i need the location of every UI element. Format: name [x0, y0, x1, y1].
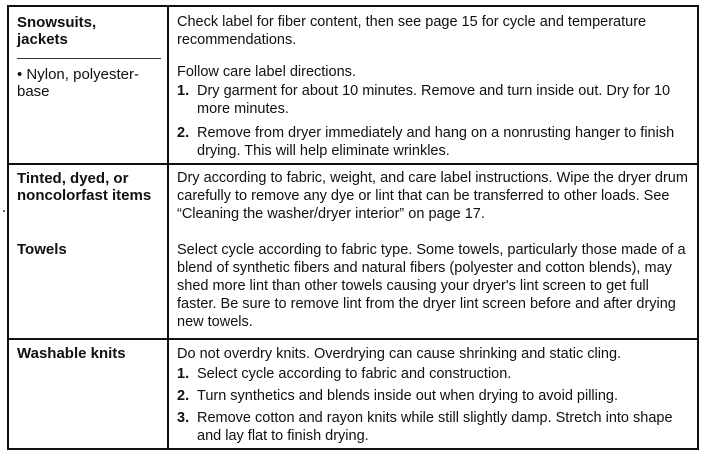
- step-number: 1.: [177, 83, 190, 99]
- step-text: Dry garment for about 10 minutes. Remove and turn inside out. Dry for 10 more minutes.: [197, 83, 671, 117]
- label-cell: [9, 165, 169, 338]
- label-divider: [17, 58, 161, 59]
- row-label-tinted: Tinted, dyed, or noncolorfast items: [17, 170, 152, 204]
- tinted-text: Dry according to fabric, weight, and care label instructions. Wipe the dryer drum carefully to remove any dye or lint that can be transferred to other loads. See “Cleaning the washer/dryer interior” on page 17.: [177, 170, 688, 222]
- content-cell: [169, 7, 697, 163]
- table-row-snowsuits: [9, 7, 697, 163]
- step-number: 1.: [177, 366, 190, 382]
- nylon-step-2: [177, 124, 689, 160]
- table-row-knits: [9, 338, 697, 448]
- knits-step-3: [177, 409, 689, 445]
- snowsuits-text: Check label for fiber content, then see page 15 for cycle and temperature recommendations.: [177, 14, 647, 48]
- step-number: 2.: [177, 125, 190, 141]
- nylon-step-1: [177, 82, 689, 118]
- fabric-care-table: [7, 5, 699, 450]
- nylon-intro: Follow care label directions.: [177, 64, 356, 80]
- towels-text: Select cycle according to fabric type. Some towels, particularly those made of a blend of synthetic fibers and natural fibers (polyester and cotton blends), may shed more lint than other towels causing your dryer's lint screen to get full faster. Be sure to remove lint from the dryer lint screen before and after drying new towels.: [177, 242, 686, 330]
- label-cell: [9, 7, 169, 163]
- row-label-snowsuits: Snowsuits, jackets: [17, 14, 97, 48]
- step-number: 2.: [177, 388, 190, 404]
- step-text: Select cycle according to fabric and construction.: [197, 366, 512, 382]
- step-text: Remove from dryer immediately and hang on a nonrusting hanger to finish drying. This will help eliminate wrinkles.: [197, 125, 675, 159]
- knits-step-2: [177, 387, 689, 405]
- content-cell: [169, 340, 697, 448]
- label-cell: [9, 340, 169, 448]
- row-label-towels: Towels: [17, 241, 67, 258]
- scan-speck: [3, 210, 5, 212]
- step-text: Remove cotton and rayon knits while still slightly damp. Stretch into shape and lay flat to finish drying.: [197, 410, 673, 444]
- step-number: 3.: [177, 410, 190, 426]
- table-row-tinted-towels: [9, 163, 697, 338]
- row-label-knits: Washable knits: [17, 345, 126, 362]
- knits-intro: Do not overdry knits. Overdrying can cause shrinking and static cling.: [177, 346, 622, 362]
- step-text: Turn synthetics and blends inside out when drying to avoid pilling.: [197, 388, 619, 404]
- knits-step-1: [177, 365, 689, 383]
- content-cell: [169, 165, 697, 338]
- row-label-nylon: • Nylon, polyester-base: [17, 66, 139, 100]
